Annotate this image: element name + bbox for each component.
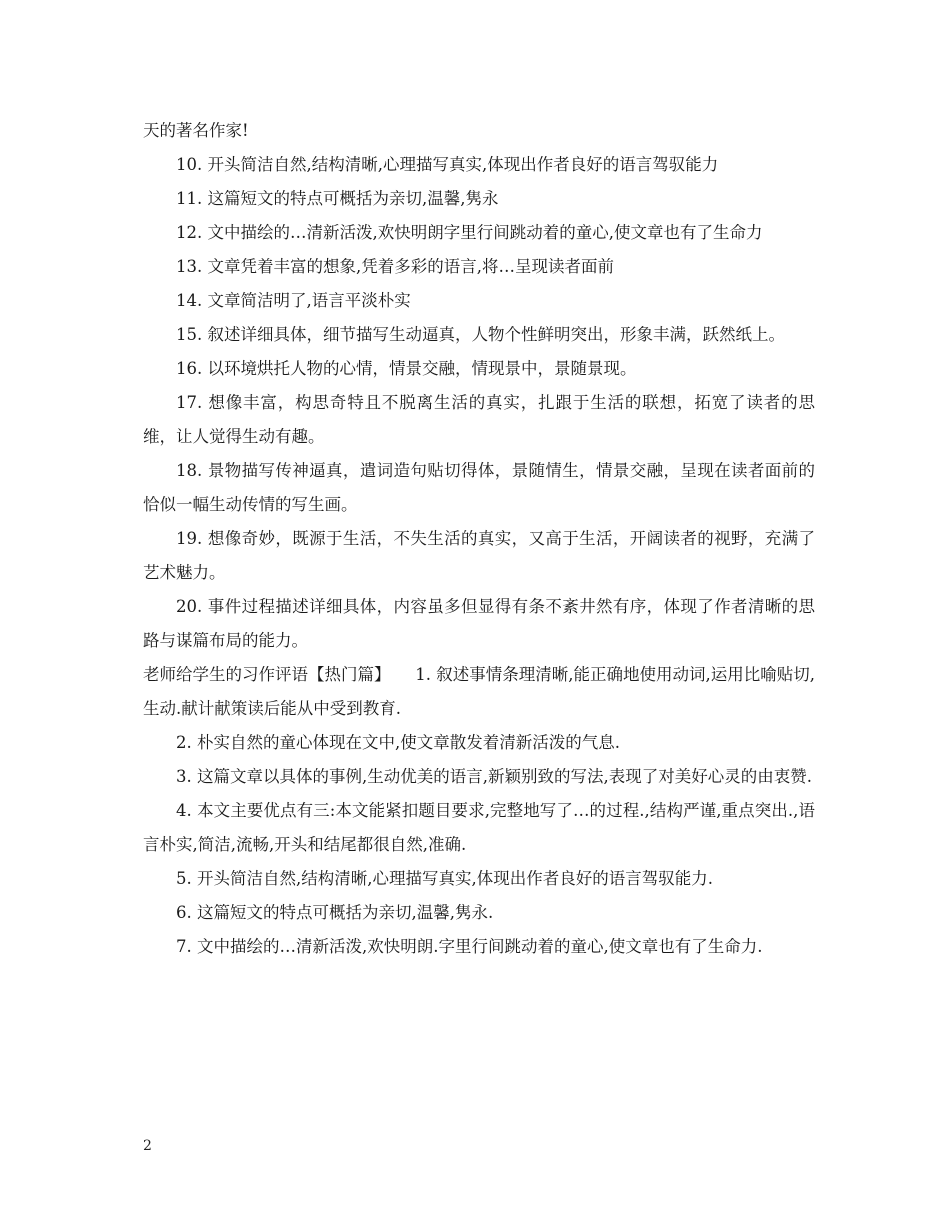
paragraph-item-13: 13. 文章凭着丰富的想象,凭着多彩的语言,将…呈现读者面前 xyxy=(176,257,614,276)
paragraph-item-12: 12. 文中描绘的…清新活泼,欢快明朗字里行间跳动着的童心,使文章也有了生命力 xyxy=(176,223,763,242)
paragraph-item-11: 11. 这篇短文的特点可概括为亲切,温馨,隽永 xyxy=(176,189,499,208)
paragraph-item-6: 6. 这篇短文的特点可概括为亲切,温馨,隽永. xyxy=(176,903,494,922)
paragraph-item-17: 17. 想像丰富，构思奇特且不脱离生活的真实，扎跟于生活的联想，拓宽了读者的思维，让人觉得生动有趣。 xyxy=(143,393,815,446)
paragraph-item-4: 4. 本文主要优点有三:本文能紧扣题目要求,完整地写了…的过程.,结构严谨,重点突出.,语言朴实,简洁,流畅,开头和结尾都很自然,准确. xyxy=(143,801,815,854)
paragraph-item-14: 14. 文章简洁明了,语言平淡朴实 xyxy=(176,291,411,310)
paragraph-item-3: 3. 这篇文章以具体的事例,生动优美的语言,新颖别致的写法,表现了对美好心灵的由衷赞. xyxy=(176,767,812,786)
page-number: 2 xyxy=(143,1138,152,1154)
paragraph-item-10: 10. 开头简洁自然,结构清晰,心理描写真实,体现出作者良好的语言驾驭能力 xyxy=(176,155,719,174)
paragraph-item-7: 7. 文中描绘的…清新活泼,欢快明朗.字里行间跳动着的童心,使文章也有了生命力. xyxy=(176,937,763,956)
paragraph-item-15: 15. 叙述详细具体，细节描写生动逼真，人物个性鲜明突出，形象丰满，跃然纸上。 xyxy=(176,325,785,344)
document-body xyxy=(143,114,815,964)
paragraph-item-16: 16. 以环境烘托人物的心情，情景交融，情现景中，景随景现。 xyxy=(176,359,637,378)
paragraph-item-2: 2. 朴实自然的童心体现在文中,使文章散发着清新活泼的气息. xyxy=(176,733,620,752)
paragraph-item-20: 20. 事件过程描述详细具体，内容虽多但显得有条不紊井然有序，体现了作者清晰的思路与谋篇布局的能力。 xyxy=(143,597,815,650)
section-heading-paragraph: 老师给学生的习作评语【热门篇】 1. 叙述事情条理清晰,能正确地使用动词,运用比喻贴切,生动.献计献策读后能从中受到教育. xyxy=(143,665,815,718)
paragraph-item-19: 19. 想像奇妙，既源于生活，不失生活的真实，又高于生活，开阔读者的视野，充满了艺术魅力。 xyxy=(143,529,815,582)
paragraph-item-5: 5. 开头简洁自然,结构清晰,心理描写真实,体现出作者良好的语言驾驭能力. xyxy=(176,869,713,888)
paragraph-continuation: 天的著名作家! xyxy=(143,121,249,140)
paragraph-item-18: 18. 景物描写传神逼真，遣词造句贴切得体，景随情生，情景交融，呈现在读者面前的恰似一幅生动传情的写生画。 xyxy=(143,461,815,514)
